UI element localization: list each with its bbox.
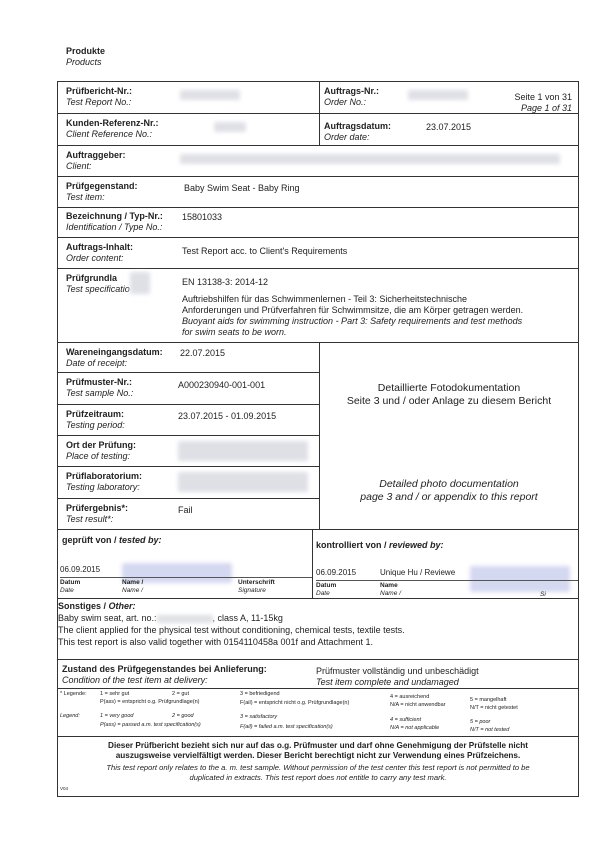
legend-en-5: 5 = poor	[470, 719, 491, 725]
legend-de2-4: N/T = nicht getestet	[470, 705, 518, 711]
datum-label-right: Datum	[316, 582, 337, 589]
testing-period-label-en: Testing period:	[66, 420, 125, 430]
legend-en-3: 3 = satisfactory	[240, 714, 278, 720]
page-number-en: Page 1 of 31	[520, 103, 572, 113]
legend-en2-2: F(ail) = failed a.m. test specification(s)	[240, 724, 333, 730]
result-value: Fail	[178, 505, 193, 515]
redacted-place	[178, 441, 308, 461]
other-line-3: This test report is also valid together with 0154110458a 001f and Attachment 1.	[58, 637, 374, 647]
sample-no-label: Prüfmuster-Nr.:	[66, 377, 133, 387]
test-item-label-en: Test item:	[66, 192, 105, 202]
result-label: Prüfergebnis*:	[66, 503, 129, 513]
sample-no-label-en: Test sample No.:	[66, 388, 134, 398]
lab-label: Prüflaboratorium:	[66, 471, 143, 481]
testing-period-value: 23.07.2015 - 01.09.2015	[178, 411, 277, 421]
redacted-lab	[178, 472, 308, 492]
legend-en-1: 1 = very good	[100, 713, 134, 719]
legend-de-3: 3 = befriedigend	[240, 691, 280, 697]
redacted-spec-label	[130, 272, 150, 294]
condition-value-en: Test item complete and undamaged	[316, 677, 459, 687]
photo-doc-de	[320, 382, 578, 408]
legend-de2-3: N/A = nicht anwendbar	[390, 702, 446, 708]
header-de: Produkte	[66, 46, 106, 56]
client-ref-label: Kunden-Referenz-Nr.:	[66, 118, 159, 128]
order-date-value: 23.07.2015	[426, 122, 472, 132]
date-label-right: Date	[316, 590, 330, 597]
legend-de-4: 4 = ausreichend	[390, 694, 430, 700]
type-no-label-en: Identification / Type No.:	[66, 222, 163, 232]
other-line-1: Baby swim seat, art. no.: , class A, 11-15kg	[58, 613, 283, 623]
datum-label-left: Datum	[60, 579, 81, 586]
redacted-client-ref	[214, 122, 246, 132]
redacted-order-no	[408, 90, 468, 100]
legend-de-1: 1 = sehr gut	[100, 691, 130, 697]
receipt-date-label: Wareneingangsdatum:	[66, 347, 163, 357]
spec-line-4: for swim seats to be worn.	[182, 327, 287, 337]
spec-line-1: Auftriebshilfen für das Schwimmenlernen - Teil 3: Sicherheitstechnische	[182, 294, 467, 304]
test-item-label: Prüfgegenstand:	[66, 181, 138, 191]
redacted-report-no	[180, 90, 240, 100]
order-no-label: Auftrags-Nr.:	[324, 86, 380, 96]
order-content-label: Auftrags-Inhalt:	[66, 242, 133, 252]
test-item-value: Baby Swim Seat - Baby Ring	[184, 183, 300, 193]
legend-label: * Legende:	[60, 691, 87, 697]
test-spec-label: Prüfgrundla	[66, 273, 117, 283]
spec-line-2: Anforderungen und Prüfverfahren für Schwimmsitze, die am Körper getragen werden.	[182, 305, 524, 315]
signature-label-en: Signature	[238, 587, 266, 594]
test-spec-label-en: Test specificatio	[66, 284, 130, 294]
type-no-value: 15801033	[182, 212, 223, 222]
receipt-date-value: 22.07.2015	[180, 348, 226, 358]
test-standard: EN 13138-3: 2014-12	[182, 277, 269, 287]
condition-label-en: Condition of the test item at delivery:	[62, 675, 208, 685]
redacted-client	[180, 154, 560, 164]
client-label: Auftraggeber:	[66, 150, 126, 160]
other-label: Sonstiges / Other:	[58, 601, 136, 611]
name-label-right-en: Name /	[380, 590, 401, 597]
order-content-value: Test Report acc. to Client's Requirements	[182, 246, 348, 256]
photo-doc-de-1: Detaillierte Fotodokumentation	[377, 382, 521, 394]
reviewed-date: 06.09.2015	[316, 568, 357, 577]
legend-en2-4: N/T = not tested	[470, 727, 510, 733]
disclaimer-de	[58, 741, 578, 761]
order-content-label-en: Order content:	[66, 253, 124, 263]
name-label-right: Name	[380, 582, 398, 589]
name-label-left-en: Name /	[122, 587, 143, 594]
order-no-label-en: Order No.:	[324, 97, 367, 107]
reviewer-name: Unique Hu / Reviewe	[380, 568, 456, 577]
order-date-label-en: Order date:	[324, 132, 370, 142]
legend-label-en: Legend:	[60, 713, 80, 719]
report-no-label-en: Test Report No.:	[66, 97, 132, 107]
name-label-left: Name /	[122, 579, 144, 586]
place-label-en: Place of testing:	[66, 451, 131, 461]
legend-en-4: 4 = sufficient	[390, 717, 422, 723]
spec-line-3: Buoyant aids for swimming instruction - Part 3: Safety requirements and test methods	[182, 316, 523, 326]
receipt-date-label-en: Date of receipt:	[66, 358, 128, 368]
tested-date: 06.09.2015	[60, 565, 101, 574]
form-code: V04	[60, 786, 69, 791]
type-no-label: Bezeichnung / Typ-Nr.:	[66, 211, 163, 221]
redacted-reviewer-sig	[470, 566, 570, 592]
place-label: Ort der Prüfung:	[66, 440, 136, 450]
order-date-label: Auftragsdatum:	[324, 121, 391, 131]
sample-no-value: A000230940-001-001	[178, 380, 266, 390]
condition-value: Prüfmuster vollständig und unbeschädigt	[316, 666, 479, 676]
disclaimer-en-2: duplicated in extracts. This test report does not entitle to carry any test mark.	[189, 773, 447, 782]
result-label-en: Test result*:	[66, 514, 114, 524]
disclaimer-de-2: auszugsweise vervielfältigt werden. Dieser Bericht berechtigt nicht zur Verwendung eines Prüfzeichens.	[115, 751, 521, 760]
legend-de2-2: F(ail) = entspricht nicht o.g. Prüfgrundlage(n)	[240, 700, 350, 706]
tested-by-label: geprüft von / tested by:	[62, 535, 162, 545]
legend-de-2: 2 = gut	[172, 691, 189, 697]
disclaimer-de-1: Dieser Prüfbericht bezieht sich nur auf das o.g. Prüfmuster und darf ohne Genehmigung der Prüfstelle nicht	[108, 741, 528, 750]
disclaimer-en-1: This test report only relates to the a. m. test sample. Without permission of the test center this test report is not permitted to be	[106, 763, 530, 772]
photo-doc-en	[320, 478, 578, 504]
page-number-de: Seite 1 von 31	[514, 92, 572, 102]
lab-label-en: Testing laboratory:	[66, 482, 140, 492]
legend-de2-1: P(ass) = entspricht o.g. Prüfgrundlage(n)	[100, 699, 200, 705]
client-label-en: Client:	[66, 161, 92, 171]
header-en: Products	[66, 57, 102, 67]
photo-doc-de-2: Seite 3 und / oder Anlage zu diesem Bericht	[346, 395, 552, 407]
legend-en2-3: N/A = not applicable	[390, 725, 440, 731]
legend-de-5: 5 = mangelhaft	[470, 697, 507, 703]
signature-label-cut: Si	[540, 591, 546, 598]
photo-doc-en-2: page 3 and / or appendix to this report	[360, 491, 538, 503]
legend-en-2: 2 = good	[172, 713, 194, 719]
legend-en2-1: P(ass) = passed a.m. test specification(s)	[100, 722, 201, 728]
disclaimer-en	[58, 763, 578, 783]
date-label-left: Date	[60, 587, 74, 594]
signature-label: Unterschrift	[238, 579, 275, 586]
other-line-2: The client applied for the physical test without conditioning, chemical tests, textile tests.	[58, 625, 405, 635]
photo-doc-en-1: Detailed photo documentation	[379, 478, 519, 490]
reviewed-by-label: kontrolliert von / reviewed by:	[316, 540, 444, 550]
report-no-label: Prüfbericht-Nr.:	[66, 86, 133, 96]
client-ref-label-en: Client Reference No.:	[66, 129, 153, 139]
condition-label: Zustand des Prüfgegenstandes bei Anlieferung:	[62, 664, 267, 674]
testing-period-label: Prüfzeitraum:	[66, 409, 125, 419]
